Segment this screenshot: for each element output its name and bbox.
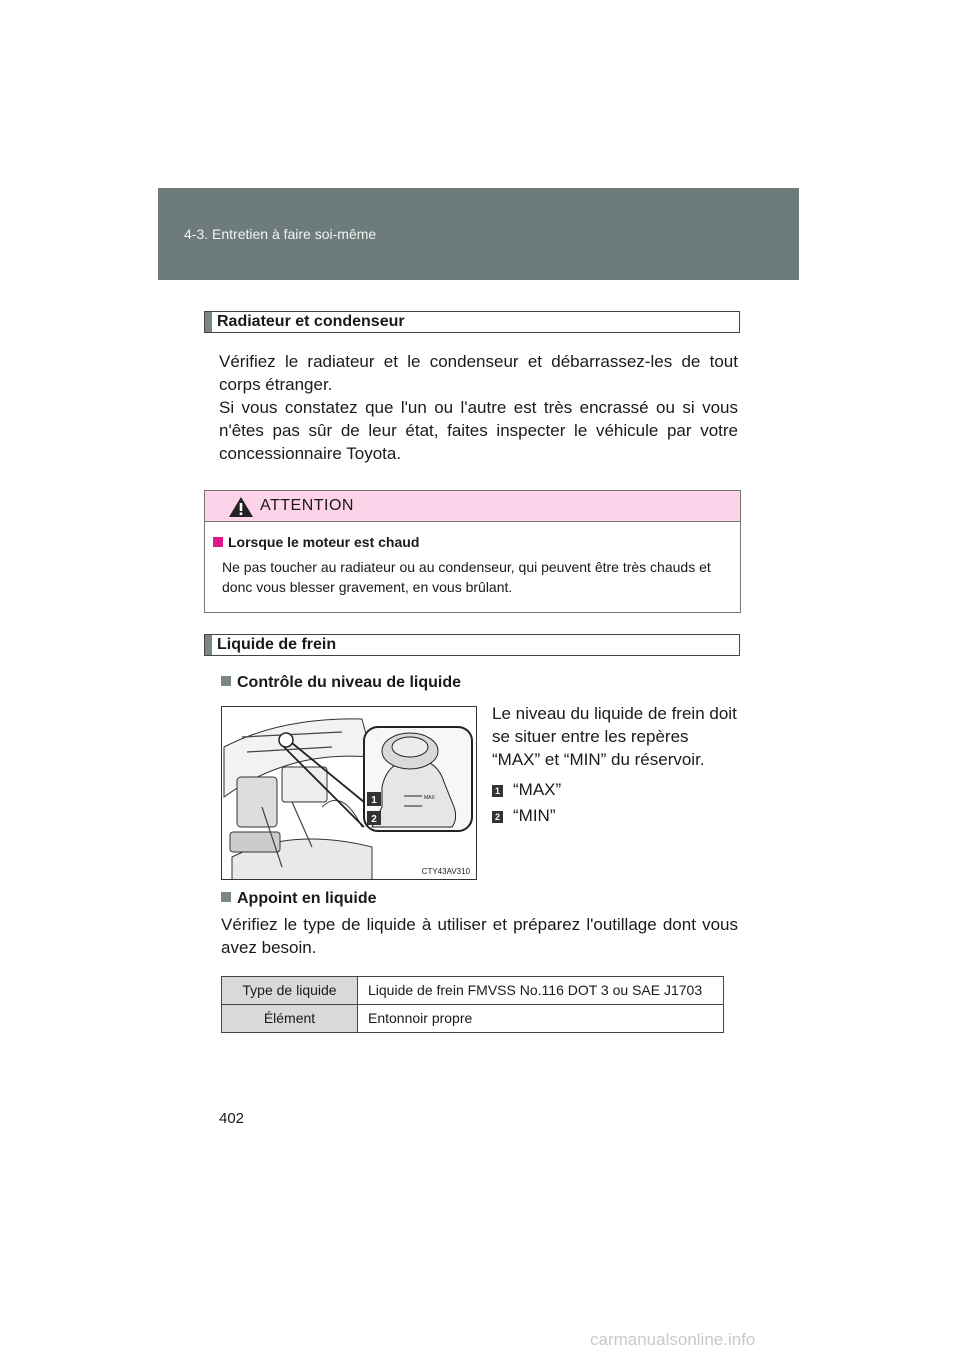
requirements-table [221, 976, 724, 1033]
brake-reservoir-figure [221, 706, 477, 880]
table-key: Élément [222, 1005, 358, 1033]
warning-box [204, 490, 741, 613]
section-title-brake-fluid [204, 634, 740, 656]
max-label-mark: MAX [424, 795, 435, 801]
warning-header [205, 491, 740, 522]
section-title-radiator [204, 311, 740, 333]
title-bar-marker [205, 635, 212, 655]
section-heading: 4-3. Entretien à faire soi-même [184, 226, 377, 242]
square-bullet-icon [221, 892, 231, 902]
subheading-text: Contrôle du niveau de liquide [237, 674, 462, 691]
radiator-paragraph-1: Vérifiez le radiateur et le condenseur et débarrassez-les de tout corps étranger. [219, 352, 738, 394]
page-number: 402 [219, 1110, 245, 1127]
table-value: Entonnoir propre [358, 1005, 724, 1033]
mark-label: “MAX” [513, 780, 562, 799]
figure-caption: CTY43AV310 [421, 867, 470, 876]
radiator-paragraph-2: Si vous constatez que l'un ou l'autre est très encrassé ou si vous n'êtes pas sûr de leur état, faites inspecter le véhicule par votre concessionnaire Toyota. [219, 398, 738, 463]
mark-item-max [492, 780, 561, 800]
mark-item-min [492, 806, 555, 826]
refill-paragraph: Vérifiez le type de liquide à utiliser et préparez l'outillage dont vous avez besoin. [221, 915, 738, 957]
table-key: Type de liquide [222, 977, 358, 1005]
warning-title: ATTENTION [260, 497, 354, 514]
callout-number-1: 1 [371, 795, 377, 806]
header-band [158, 188, 799, 280]
table-value: Liquide de frein FMVSS No.116 DOT 3 ou SAE J1703 [358, 977, 724, 1005]
warning-text: Ne pas toucher au radiateur ou au condenseur, qui peuvent être très chauds et donc vous blesser gravement, en vous brûlant. [222, 559, 711, 595]
watermark: carmanualsonline.info [590, 1330, 756, 1349]
subheading-text: Appoint en liquide [237, 890, 377, 907]
section-title-text: Liquide de frein [217, 636, 337, 653]
number-badge: 2 [492, 811, 503, 823]
section-title-text: Radiateur et condenseur [217, 313, 405, 330]
number-badge: 1 [492, 785, 503, 797]
square-bullet-icon [221, 676, 231, 686]
callout-number-2: 2 [371, 814, 377, 825]
warning-item-title: Lorsque le moteur est chaud [228, 534, 420, 550]
warning-triangle-icon [228, 496, 254, 518]
title-bar-marker [205, 312, 212, 332]
subheading-refill [221, 890, 377, 908]
engine-bay-illustration [222, 707, 477, 880]
warning-item-heading [213, 534, 419, 550]
mark-label: “MIN” [513, 806, 556, 825]
pink-square-bullet-icon [213, 537, 223, 547]
subheading-level-check [221, 674, 461, 692]
fluid-level-text: Le niveau du liquide de frein doit se situer entre les repères “MAX” et “MIN” du réservoir. [492, 704, 737, 769]
table-row [222, 1005, 724, 1033]
table-row [222, 977, 724, 1005]
